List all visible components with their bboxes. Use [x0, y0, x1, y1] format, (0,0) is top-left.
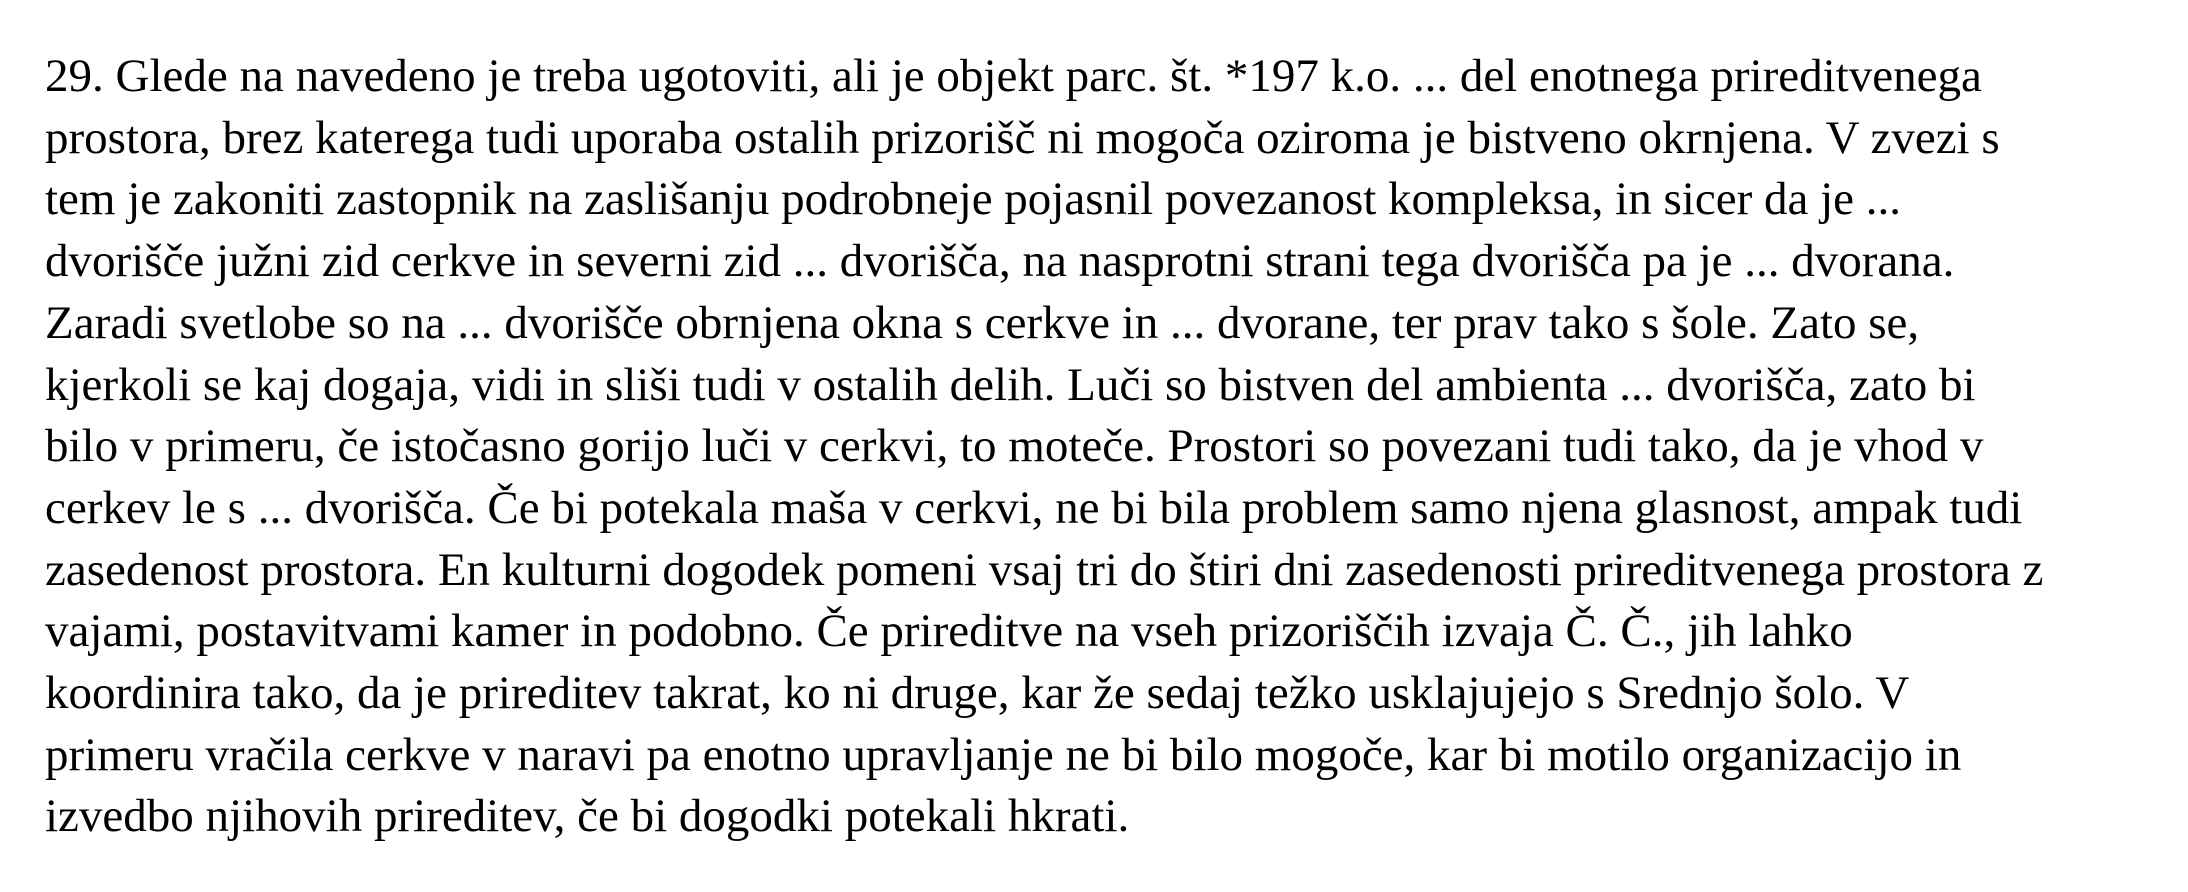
paragraph-line: 29. Glede na navedeno je treba ugotoviti, ali je objekt parc. št. *197 k.o. ... del enotnega prireditvenega — [45, 50, 1982, 102]
paragraph-line: izvedbo njihovih prireditev, če bi dogodki potekali hkrati. — [45, 790, 1130, 843]
paragraph-line: primeru vračila cerkve v naravi pa enotno upravljanje ne bi bilo mogoče, kar bi motilo organizacijo in — [45, 728, 1962, 781]
paragraph-line: kjerkoli se kaj dogaja, vidi in sliši tudi v ostalih delih. Luči so bistven del ambienta ... dvorišča, zato bi — [45, 358, 1976, 411]
paragraph-line: koordinira tako, da je prireditev takrat, ko ni druge, kar že sedaj težko usklajujejo s Srednjo šolo. V — [45, 667, 1910, 720]
paragraph-line: zasedenost prostora. En kulturni dogodek pomeni vsaj tri do štiri dni zasedenosti prireditvenega prostora z — [45, 543, 2044, 596]
paragraph-line: cerkev le s ... dvorišča. Če bi potekala maša v cerkvi, ne bi bila problem samo njena glasnost, ampak tudi — [45, 481, 2023, 534]
paragraph-line: dvorišče južni zid cerkve in severni zid ... dvorišča, na nasprotni strani tega dvorišča pa je ... dvorana. — [45, 235, 1955, 288]
paragraph-line: bilo v primeru, če istočasno gorijo luči v cerkvi, to moteče. Prostori so povezani tudi tako, da je vhod v — [45, 420, 1984, 473]
paragraph-line: Zaradi svetlobe so na ... dvorišče obrnjena okna s cerkve in ... dvorane, ter prav tako s šole. Zato se, — [45, 296, 1920, 349]
paragraph-line: vajami, postavitvami kamer in podobno. Če prireditve na vseh prizoriščih izvaja Č. Č., jih lahko — [45, 605, 1853, 658]
paragraph-line: tem je zakoniti zastopnik na zaslišanju podrobneje pojasnil povezanost kompleksa, in sicer da je ... — [45, 173, 1901, 226]
document-paragraph — [45, 46, 2043, 848]
paragraph-line: prostora, brez katerega tudi uporaba ostalih prizorišč ni mogoča oziroma je bistveno okrnjena. V zvezi s — [45, 111, 2000, 164]
